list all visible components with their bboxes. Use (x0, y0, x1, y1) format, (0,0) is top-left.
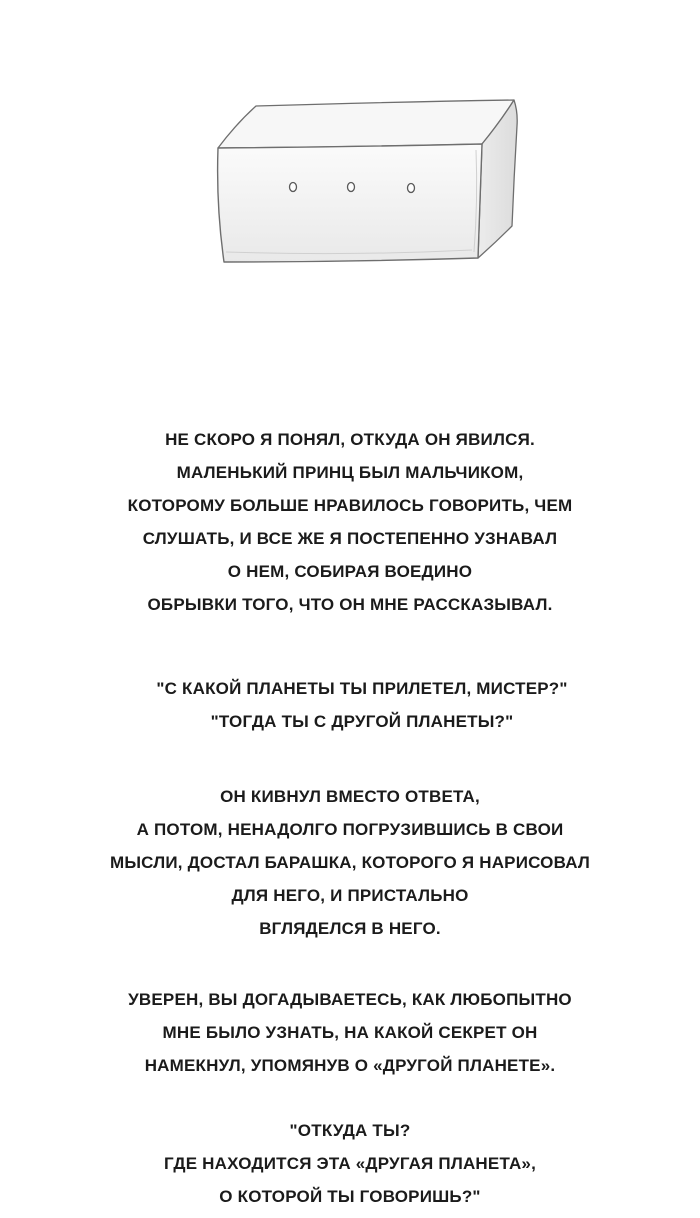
text-line: А ПОТОМ, НЕНАДОЛГО ПОГРУЗИВШИСЬ В СВОИ (136, 820, 564, 839)
air-hole-icon (290, 183, 297, 192)
text-line: КОТОРОМУ БОЛЬШЕ НРАВИЛОСЬ ГОВОРИТЬ, ЧЕМ (127, 496, 573, 515)
text-line: НЕ СКОРО Я ПОНЯЛ, ОТКУДА ОН ЯВИЛСЯ. (165, 430, 535, 449)
text-line: "С КАКОЙ ПЛАНЕТЫ ТЫ ПРИЛЕТЕЛ, МИСТЕР?" (156, 679, 568, 698)
text-line: МАЛЕНЬКИЙ ПРИНЦ БЫЛ МАЛЬЧИКОМ, (176, 463, 524, 482)
text-line: УВЕРЕН, ВЫ ДОГАДЫВАЕТЕСЬ, КАК ЛЮБОПЫТНО (128, 990, 572, 1009)
box-top-face (218, 100, 514, 148)
text-line: О НЕМ, СОБИРАЯ ВОЕДИНО (227, 562, 473, 581)
narration-paragraph-3 (0, 780, 700, 945)
dialogue-paragraph-2 (12, 672, 700, 738)
text-line: НАМЕКНУЛ, УПОМЯНУВ О «ДРУГОЙ ПЛАНЕТЕ». (144, 1056, 556, 1075)
text-line: МНЕ БЫЛО УЗНАТЬ, НА КАКОЙ СЕКРЕТ ОН (162, 1023, 538, 1042)
narration-paragraph-4 (0, 983, 700, 1082)
dialogue-paragraph-5 (0, 1114, 700, 1213)
text-line: ВГЛЯДЕЛСЯ В НЕГО. (259, 919, 441, 938)
air-hole-icon (408, 184, 415, 193)
text-line: МЫСЛИ, ДОСТАЛ БАРАШКА, КОТОРОГО Я НАРИСОВАЛ (109, 853, 591, 872)
text-line: "ТОГДА ТЫ С ДРУГОЙ ПЛАНЕТЫ?" (210, 712, 514, 731)
air-hole-icon (348, 183, 355, 192)
text-line: "ОТКУДА ТЫ? (289, 1121, 411, 1140)
text-line: ОН КИВНУЛ ВМЕСТО ОТВЕТА, (220, 787, 480, 806)
text-line: ДЛЯ НЕГО, И ПРИСТАЛЬНО (231, 886, 469, 905)
text-line: ОБРЫВКИ ТОГО, ЧТО ОН МНЕ РАССКАЗЫВАЛ. (147, 595, 553, 614)
text-line: О КОТОРОЙ ТЫ ГОВОРИШЬ?" (219, 1187, 481, 1206)
text-line: ГДЕ НАХОДИТСЯ ЭТА «ДРУГАЯ ПЛАНЕТА», (163, 1154, 537, 1173)
text-line: СЛУШАТЬ, И ВСЕ ЖЕ Я ПОСТЕПЕННО УЗНАВАЛ (142, 529, 558, 548)
box-with-air-holes-icon (0, 0, 700, 300)
narration-paragraph-1 (0, 423, 700, 621)
box-front-face (218, 144, 482, 262)
